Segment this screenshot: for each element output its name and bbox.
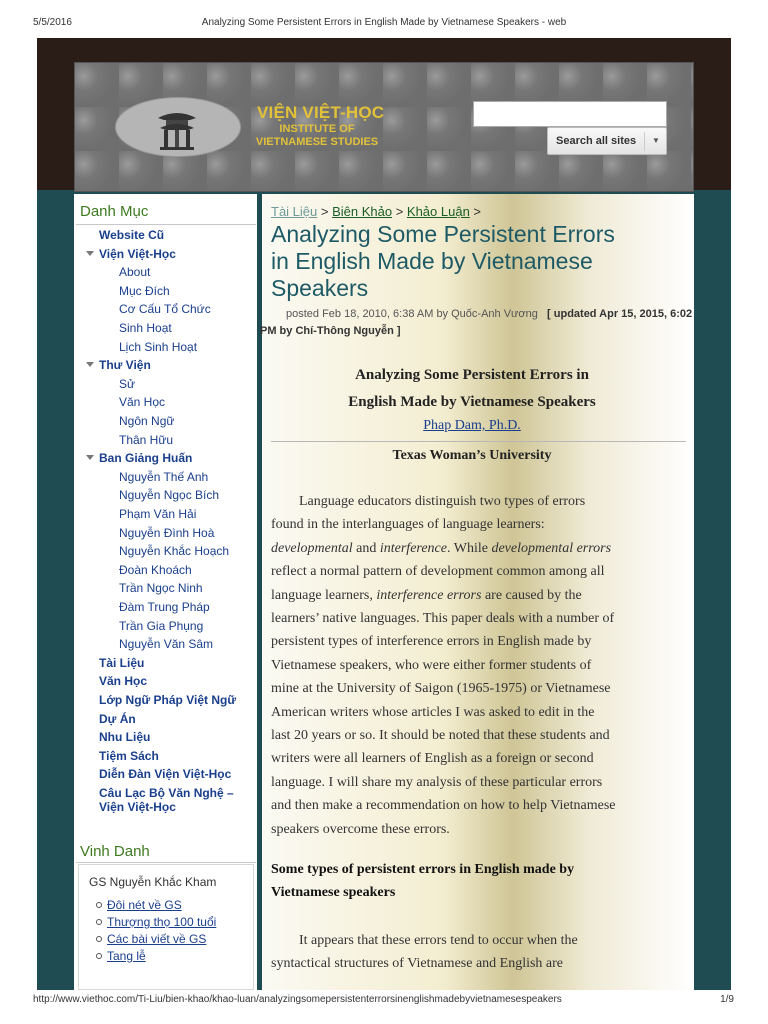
text-line: last 20 years or so. It should be noted that these students and <box>271 728 610 744</box>
sidebar-item[interactable]: Sử <box>119 376 136 391</box>
text-line: language. I will share my analysis of these particular errors <box>271 774 603 790</box>
updated-info: [ updated Apr 15, 2015, 6:02 <box>547 308 693 320</box>
paper-author-link[interactable]: Phap Dam, Ph.D. <box>423 418 521 433</box>
sidebar-item[interactable]: Nguyễn Khắc Hoạch <box>119 544 230 559</box>
sidebar-item[interactable]: Diễn Đàn Viện Việt-Học <box>99 767 232 782</box>
sidebar-item[interactable]: Ngôn Ngữ <box>119 414 175 428</box>
updated-info-cont: PM by Chí-Thông Nguyễn ] <box>260 325 401 337</box>
paper-title: English Made by Vietnamese Speakers <box>348 394 596 410</box>
sidebar-item[interactable]: Văn Học <box>99 674 148 689</box>
title-line: Analyzing Some Persistent Errors <box>271 221 615 247</box>
expand-triangle-icon[interactable] <box>86 251 94 256</box>
breadcrumb-link[interactable]: Biên Khảo <box>332 204 393 219</box>
print-header <box>0 0 768 30</box>
brand-name[interactable]: VIỆN VIỆT-HỌC <box>257 103 385 122</box>
text-line: mine at the University of Saigon (1965-1975) or Vietnamese <box>271 681 611 697</box>
print-date: 5/5/2016 <box>33 17 72 28</box>
print-title: Analyzing Some Persistent Errors in English Made by Vietnamese Speakers - web <box>201 17 567 28</box>
paper-university: Texas Woman’s University <box>392 448 552 463</box>
posted-info: posted Feb 18, 2010, 6:38 AM by Quốc-Anh Vương <box>286 308 538 320</box>
sidebar-item[interactable]: Dự Án <box>99 711 136 726</box>
text-line: writers were all learners of English as a foreign or second <box>271 751 594 767</box>
pagoda-icon <box>154 104 200 152</box>
search-all-sites-button[interactable] <box>547 127 667 155</box>
sidebar-item[interactable]: Trần Gia Phụng <box>119 618 204 633</box>
brand-subtitle: INSTITUTE OF VIETNAMESE STUDIES <box>255 123 379 148</box>
text-line: learners’ native languages. This paper deals with a number of <box>271 611 615 627</box>
sidebar-item[interactable]: Tiệm Sách <box>99 748 159 763</box>
sidebar-item[interactable]: Đoàn Khoách <box>119 562 192 577</box>
sidebar-item-label: Thư Viện <box>99 358 151 373</box>
sidebar-heading: Danh Mục <box>80 203 149 220</box>
sidebar-item[interactable]: Trần Ngọc Ninh <box>119 581 203 596</box>
text-line: and then make a recommendation on how to help Vietnamese <box>271 798 616 814</box>
sidebar-divider <box>76 862 256 863</box>
breadcrumb-link[interactable]: Khảo Luận <box>406 204 470 219</box>
sidebar-item[interactable] <box>99 451 192 465</box>
breadcrumb-link[interactable]: Tài Liệu <box>271 204 318 219</box>
sidebar-item[interactable]: About <box>119 265 151 280</box>
sidebar-item[interactable]: Website Cũ <box>99 228 165 242</box>
sidebar-item[interactable] <box>99 358 151 372</box>
text-line: Language educators distinguish two types of errors <box>271 494 586 509</box>
sidebar-item[interactable]: Viện Việt-Học <box>99 800 176 814</box>
text-line: syntactical structures of Vietnamese and English are <box>271 956 564 972</box>
sidebar-item[interactable]: Lịch Sinh Hoạt <box>119 339 198 354</box>
sidebar-item[interactable]: Cơ Cấu Tổ Chức <box>119 302 211 317</box>
vinh-danh-link[interactable]: Thượng thọ 100 tuổi <box>107 915 217 929</box>
paper-divider <box>271 441 686 442</box>
sidebar-item[interactable]: Tài Liệu <box>99 655 145 670</box>
page-number: 1/9 <box>720 994 734 1005</box>
vinh-danh-box <box>78 864 254 990</box>
breadcrumb: Tài Liệu > Biên Khảo > Khảo Luận > <box>271 204 482 219</box>
section-heading <box>271 858 691 904</box>
text-line: found in the interlanguages of language learners: <box>271 517 545 533</box>
sidebar-item[interactable]: Nguyễn Ngọc Bích <box>119 488 220 503</box>
paper-title: Analyzing Some Persistent Errors in <box>355 367 589 383</box>
sidebar-item[interactable]: Câu Lạc Bộ Văn Nghệ – <box>99 786 234 800</box>
page-url: http://www.viethoc.com/Ti-Liu/bien-khao/khao-luan/analyzingsomepersistenterrorsinenglishmadebyvietnamesespeakers <box>33 994 562 1005</box>
text-line: American writers whose articles I was asked to edit in the <box>271 704 595 720</box>
sidebar-item[interactable]: Mục Đích <box>119 283 170 298</box>
body-paragraph <box>271 490 691 841</box>
sidebar-item[interactable]: Lớp Ngữ Pháp Việt Ngữ <box>99 693 237 707</box>
sidebar-item[interactable]: Văn Học <box>119 395 166 410</box>
site-search-input[interactable] <box>473 101 667 127</box>
main-content <box>262 194 694 990</box>
sidebar-item[interactable]: Phạm Văn Hải <box>119 507 197 521</box>
title-line: Speakers <box>271 275 369 301</box>
section-heading-line: Vietnamese speakers <box>271 885 396 900</box>
text-line: language learners, interference errors are caused by the <box>271 587 582 603</box>
sidebar-item[interactable]: Sinh Hoạt <box>119 321 172 335</box>
section-heading-line: Some types of persistent errors in English made by <box>271 862 575 877</box>
text-line: speakers overcome these errors. <box>271 821 450 837</box>
sidebar-item[interactable]: Nguyễn Văn Sâm <box>119 637 214 652</box>
sidebar-item[interactable]: Nguyễn Đình Hoà <box>119 525 215 540</box>
sidebar-divider <box>76 224 256 225</box>
button-divider <box>644 132 645 151</box>
sidebar-item[interactable]: Nhu Liệu <box>99 730 151 745</box>
sidebar-item-label: Ban Giảng Huấn <box>99 451 193 466</box>
sidebar-item[interactable]: Nguyễn Thế Anh <box>119 469 209 484</box>
vinh-danh-link[interactable]: Đôi nét về GS <box>107 898 182 912</box>
sidebar-item-label: Viện Việt-Học <box>99 246 176 261</box>
expand-triangle-icon[interactable] <box>86 455 94 460</box>
site-banner <box>74 62 694 192</box>
text-line: reflect a normal pattern of development common among all <box>271 564 605 580</box>
sidebar-item[interactable]: Thân Hữu <box>119 432 174 447</box>
search-button-label: Search all sites <box>556 135 637 147</box>
text-line: It appears that these errors tend to occur when the <box>271 933 578 948</box>
vinh-danh-heading: Vinh Danh <box>80 843 150 860</box>
page-title <box>271 221 691 302</box>
text-line: developmental and interference. While developmental errors <box>271 540 612 556</box>
chevron-down-icon[interactable]: ▼ <box>652 136 660 145</box>
vinh-danh-title: GS Nguyễn Khắc Kham <box>89 875 217 889</box>
text-line: persistent types of interference errors in English made by <box>271 634 592 650</box>
title-line: in English Made by Vietnamese <box>271 248 593 274</box>
sidebar <box>74 194 257 990</box>
post-meta <box>286 308 692 320</box>
expand-triangle-icon[interactable] <box>86 362 94 367</box>
text-line: Vietnamese speakers, who were either former students of <box>271 657 592 673</box>
body-paragraph <box>271 929 691 976</box>
sidebar-item[interactable] <box>99 247 176 261</box>
pagoda-logo-icon[interactable] <box>115 97 241 157</box>
sidebar-item[interactable]: Đàm Trung Pháp <box>119 600 210 614</box>
vinh-danh-link[interactable]: Các bài viết về GS <box>107 932 207 946</box>
vinh-danh-link[interactable]: Tang lễ <box>107 949 146 963</box>
